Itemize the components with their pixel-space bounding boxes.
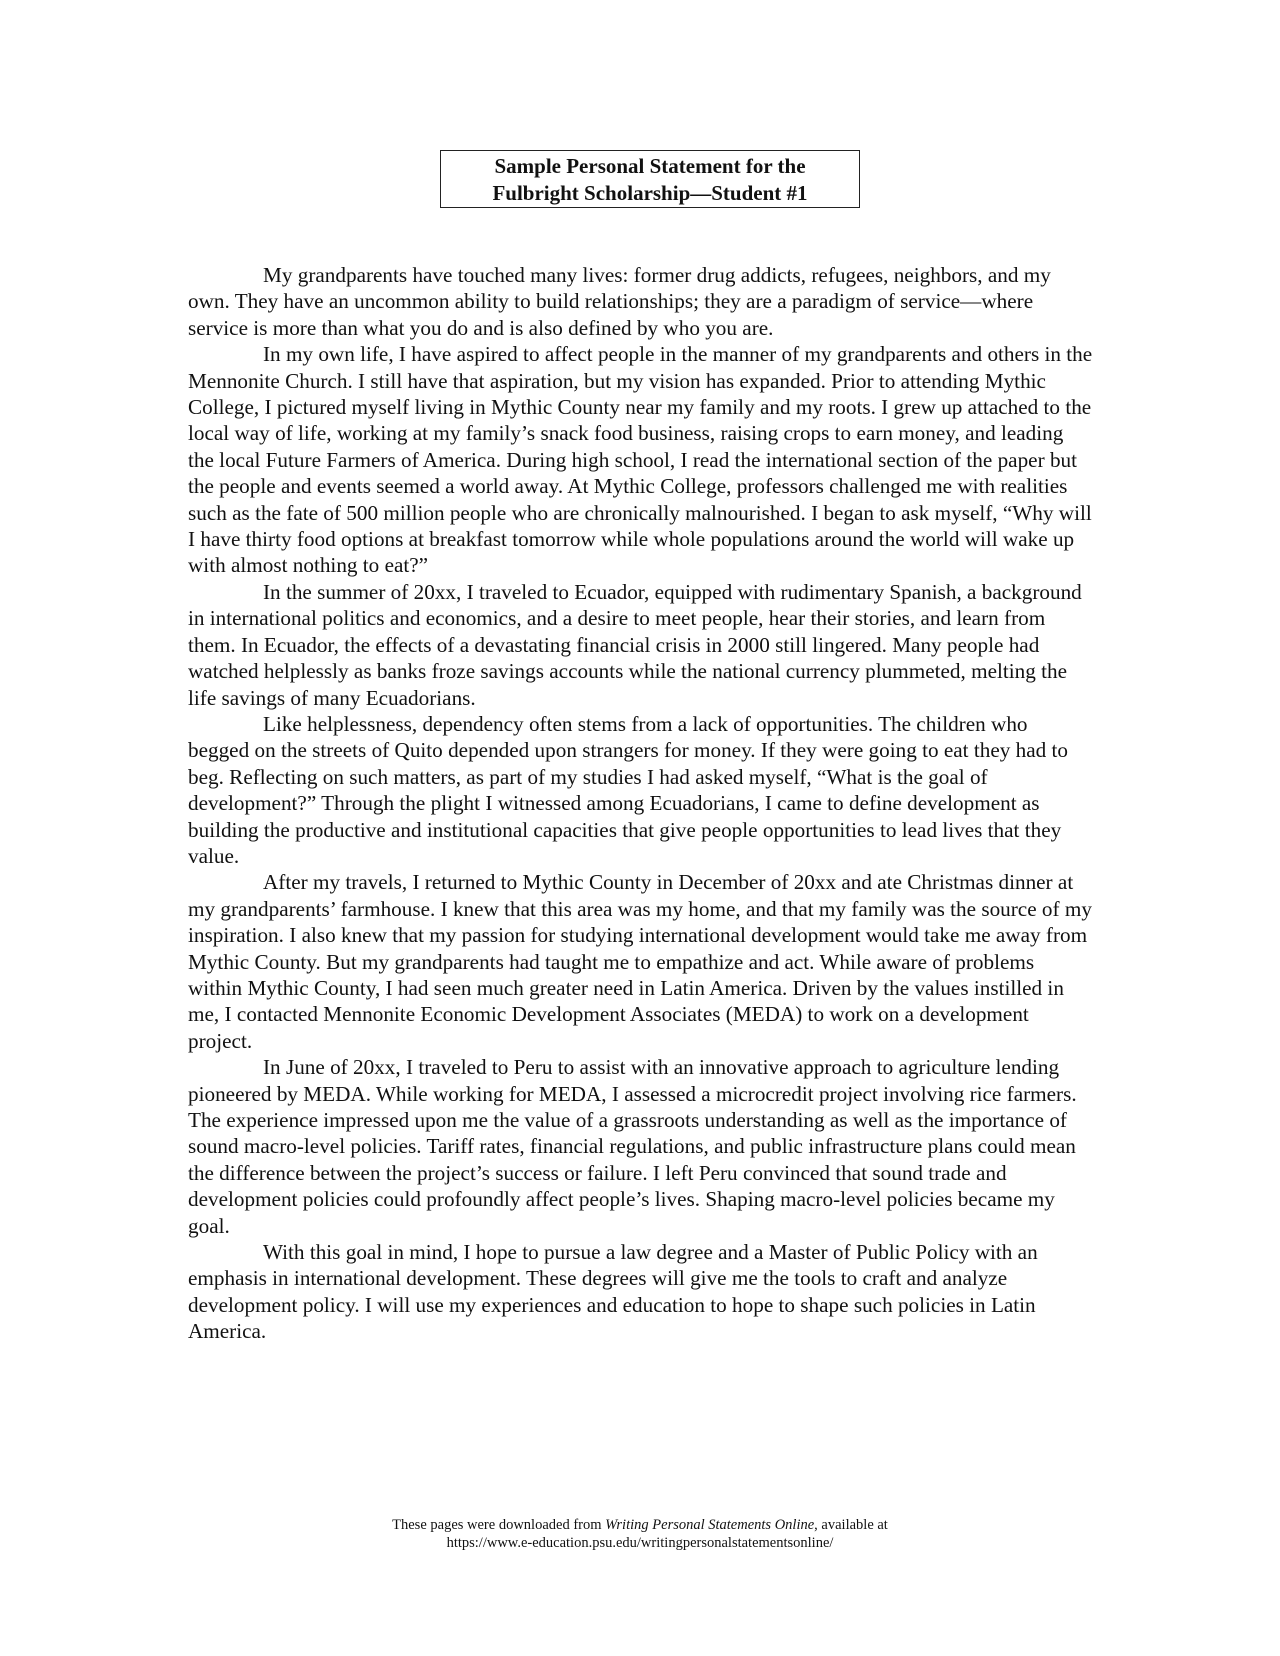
paragraph-6: In June of 20xx, I traveled to Peru to assist with an innovative approach to agriculture lending pioneered by MEDA. While working for MEDA, I assessed a microcredit project involving rice farmers. The experience impressed upon me the value of a grassroots understanding as well as the importance of sound macro-level policies. Tariff rates, financial regulations, and public infrastructure plans could mean the difference between the project’s success or failure. I left Peru convinced that sound trade and development policies could profoundly affect people’s lives. Shaping macro-level policies became my goal. (188, 1055, 1077, 1238)
paragraph-7: With this goal in mind, I hope to pursue a law degree and a Master of Public Policy with an emphasis in international development. These degrees will give me the tools to craft and analyze development policy. I will use my experiences and education to hope to shape such policies in Latin America. (188, 1240, 1038, 1344)
footer-url[interactable]: https://www.e-education.psu.edu/writingpersonalstatementsonline/ (446, 1535, 834, 1551)
footer-source-line (0, 1516, 1280, 1534)
page-footer (0, 1516, 1280, 1552)
footer-suffix: , available at (814, 1517, 888, 1533)
paragraph-3: In the summer of 20xx, I traveled to Ecuador, equipped with rudimentary Spanish, a background in international politics and economics, and a desire to meet people, hear their stories, and learn from them. In Ecuador, the effects of a devastating financial crisis in 2000 still lingered. Many people had watched helplessly as banks froze savings accounts while the national currency plummeted, melting the life savings of many Ecuadorians. (188, 579, 1082, 710)
document-title-line-1: Sample Personal Statement for the (494, 154, 806, 178)
statement-body (188, 262, 1093, 1345)
document-title-box (440, 150, 860, 208)
paragraph-2: In my own life, I have aspired to affect people in the manner of my grandparents and others in the Mennonite Church. I still have that aspiration, but my vision has expanded. Prior to attending Mythic College, I pictured myself living in Mythic County near my family and my roots. I grew up attached to the local way of life, working at my family’s snack food business, raising crops to earn money, and leading the local Future Farmers of America. During high school, I read the international section of the paper but the people and events seemed a world away. At Mythic College, professors challenged me with realities such as the fate of 500 million people who are chronically malnourished. I began to ask myself, “Why will I have thirty food options at breakfast tomorrow while whole populations around the world will wake up with almost nothing to eat?” (188, 342, 1093, 578)
paragraph-5: After my travels, I returned to Mythic County in December of 20xx and ate Christmas dinner at my grandparents’ farmhouse. I knew that this area was my home, and that my family was the source of my inspiration. I also knew that my passion for studying international development would take me away from Mythic County. But my grandparents had taught me to empathize and act. While aware of problems within Mythic County, I had seen much greater need in Latin America. Driven by the values instilled in me, I contacted Mennonite Economic Development Associates (MEDA) to work on a development project. (188, 870, 1092, 1053)
footer-source-title: Writing Personal Statements Online (605, 1517, 815, 1533)
paragraph-1: My grandparents have touched many lives: former drug addicts, refugees, neighbors, and my own. They have an uncommon ability to build relationships; they are a paradigm of service—where service is more than what you do and is also defined by who you are. (188, 263, 1051, 340)
paragraph-4: Like helplessness, dependency often stems from a lack of opportunities. The children who begged on the streets of Quito depended upon strangers for money. If they were going to eat they had to beg. Reflecting on such matters, as part of my studies I had asked myself, “What is the goal of development?” Through the plight I witnessed among Ecuadorians, I came to define development as building the productive and institutional capacities that give people opportunities to lead lives that they value. (188, 711, 1069, 868)
footer-prefix: These pages were downloaded from (392, 1517, 606, 1533)
document-title-line-2: Fulbright Scholarship—Student #1 (492, 181, 808, 205)
